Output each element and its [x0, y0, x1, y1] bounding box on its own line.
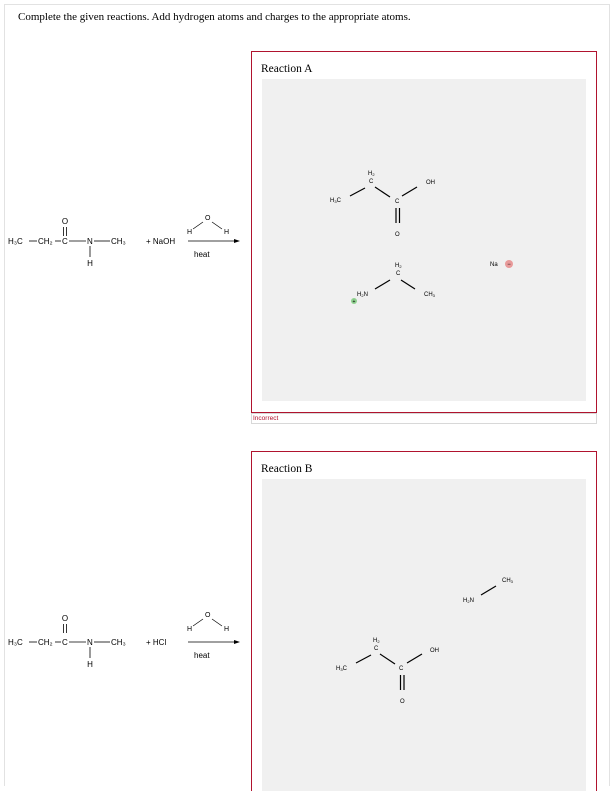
reaction-b-canvas-svg — [262, 479, 586, 791]
atom-o-carbonyl: O — [395, 232, 400, 238]
atom-h3c: H₃C — [8, 638, 23, 647]
atom-h: H — [87, 660, 93, 669]
atom-ch3-b: CH3 — [424, 292, 435, 298]
instruction-text: Complete the given reactions. Add hydrogen atoms and charges to the appropriate atoms. — [18, 11, 411, 23]
water-o: O — [205, 215, 211, 222]
atom-c-top: C — [369, 179, 374, 185]
reaction-a-drawing-canvas[interactable] — [262, 79, 586, 401]
water-h2: H — [224, 626, 230, 633]
water-h2: H — [224, 229, 230, 236]
condition-heat: heat — [194, 651, 210, 660]
water-h1: H — [187, 229, 193, 236]
atom-c-b: C — [396, 271, 401, 277]
atom-c-carbonyl: C — [395, 199, 400, 205]
atom-c: C — [62, 638, 68, 647]
feedback-bar — [251, 413, 597, 424]
atom-h2-top: H2 — [373, 638, 380, 644]
atom-o: O — [61, 217, 69, 226]
reaction-b-drawing-canvas[interactable] — [262, 479, 586, 791]
atom-h3c: H₃C — [8, 237, 23, 246]
atom-h2-top: H2 — [368, 171, 375, 177]
reagent-naoh: + NaOH — [146, 237, 176, 246]
reaction-b-panel — [251, 451, 597, 791]
atom-h2-b: H2 — [395, 263, 402, 269]
reaction-a-canvas-svg — [262, 79, 586, 401]
atom-h: H — [87, 259, 93, 268]
reaction-a-reactants — [0, 200, 250, 480]
atom-oh: OH — [430, 648, 439, 654]
water-o: O — [205, 612, 211, 619]
charge-plus: + — [352, 299, 356, 305]
atom-ch3: CH₃ — [111, 638, 126, 647]
atom-c: C — [62, 237, 68, 246]
atom-h3c-top: H3C — [336, 666, 347, 672]
atom-ch3-b: CH3 — [502, 578, 513, 584]
reaction-b-title: Reaction B — [261, 463, 313, 475]
atom-ch3: CH₃ — [111, 237, 126, 246]
atom-c-top: C — [374, 646, 379, 652]
atom-o-carbonyl: O — [400, 699, 405, 705]
reagent-hcl: + HCl — [146, 638, 167, 647]
atom-oh: OH — [426, 180, 435, 186]
water-h1: H — [187, 626, 193, 633]
condition-heat: heat — [194, 250, 210, 259]
atom-c-carbonyl: C — [399, 666, 404, 672]
atom-h2n: H2N — [463, 598, 474, 604]
atom-n: N — [87, 638, 93, 647]
incorrect-feedback: Incorrect — [253, 415, 279, 422]
atom-ch2: CH₂ — [38, 237, 53, 246]
atom-n: N — [87, 237, 93, 246]
atom-h2n: H2N — [357, 292, 368, 298]
atom-ch2: CH₂ — [38, 638, 53, 647]
reaction-a-panel — [251, 51, 597, 413]
reaction-b-reactants — [0, 600, 250, 720]
atom-o: O — [61, 614, 69, 623]
atom-h3c-top: H3C — [330, 198, 341, 204]
atom-na: Na — [490, 262, 498, 268]
reaction-a-title: Reaction A — [261, 63, 313, 75]
charge-minus: − — [507, 262, 511, 268]
